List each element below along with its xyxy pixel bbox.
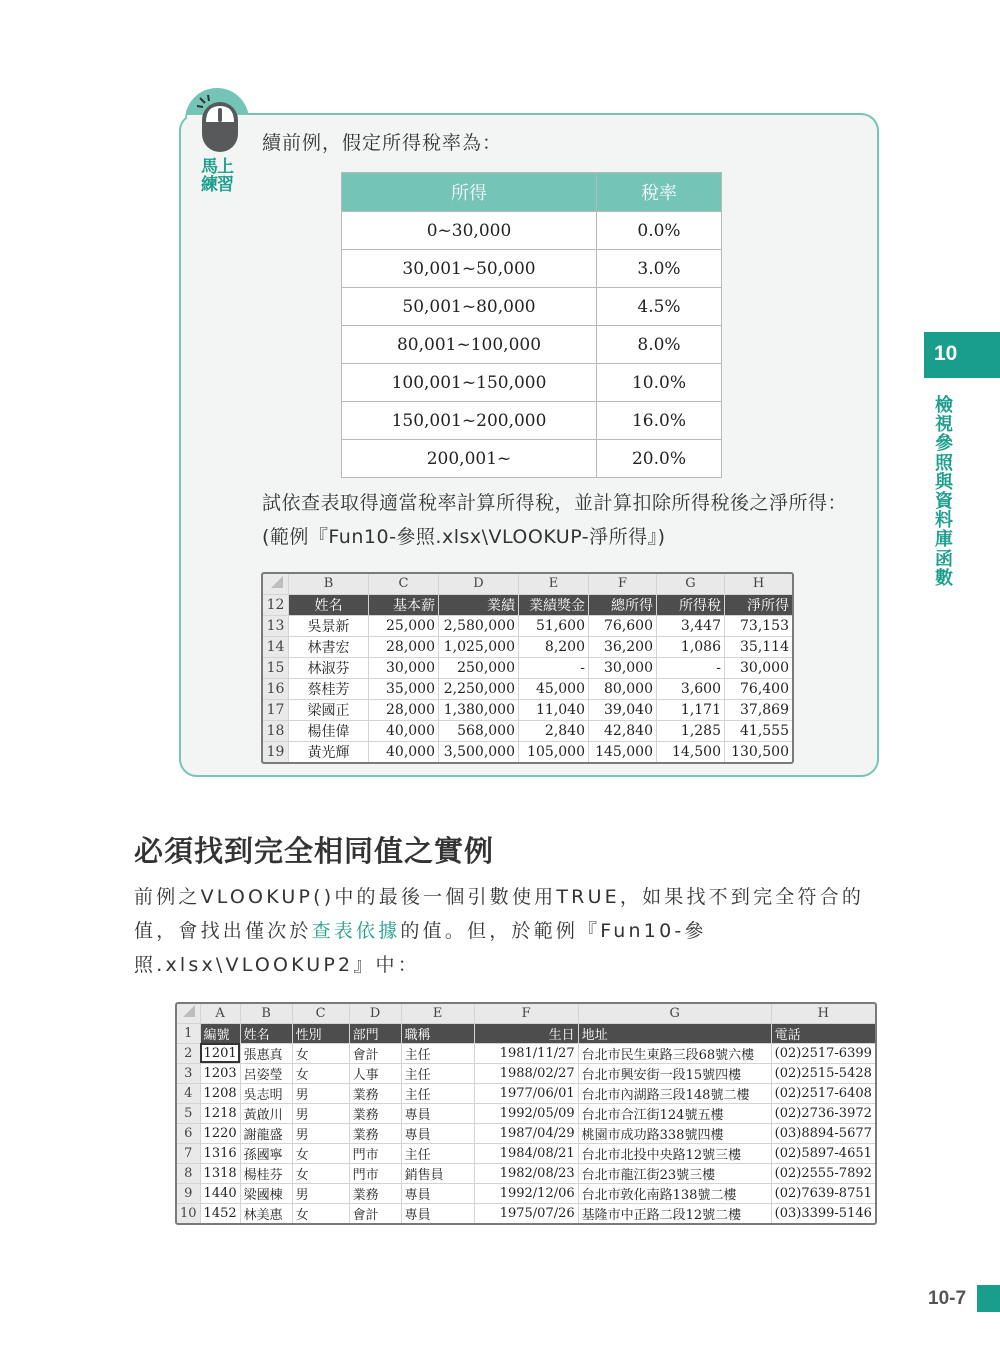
table-row [263, 615, 793, 636]
cell[interactable]: 桃園市成功路338號四樓 [578, 1123, 771, 1143]
row-number[interactable]: 2 [177, 1043, 201, 1063]
sheet-header-row [177, 1023, 876, 1043]
spreadsheet-net-income [262, 573, 793, 763]
tax-rate: 0.0% [597, 212, 722, 250]
cell[interactable]: 11,040 [519, 699, 589, 720]
cell[interactable]: 台北市興安街一段15號四樓 [578, 1063, 771, 1083]
cell[interactable]: 男 [292, 1123, 349, 1143]
tax-row [342, 212, 722, 250]
cell[interactable]: 黃光輝 [289, 741, 369, 762]
cell[interactable]: 1208 [200, 1083, 240, 1103]
cell[interactable]: 台北市合江街124號五樓 [578, 1103, 771, 1123]
sheet-header-row [263, 594, 793, 615]
cell[interactable]: 1440 [200, 1183, 240, 1203]
cell[interactable]: 專員 [401, 1103, 474, 1123]
cell[interactable]: 楊桂芬 [240, 1163, 292, 1183]
cell[interactable]: 1220 [200, 1123, 240, 1143]
cell[interactable]: 主任 [401, 1063, 474, 1083]
cell[interactable]: - [657, 657, 725, 678]
cell[interactable]: (02)7639-8751 [771, 1183, 875, 1203]
cell[interactable]: 男 [292, 1103, 349, 1123]
cell[interactable]: (02)2736-3972 [771, 1103, 875, 1123]
row-number[interactable]: 1 [177, 1023, 201, 1043]
header-cell: 姓名 [289, 594, 369, 615]
tax-income: 200,001~ [342, 440, 597, 478]
chapter-title: 檢視參照與資料庫函數 [935, 395, 953, 589]
row-number[interactable]: 19 [263, 741, 289, 762]
table-row [177, 1103, 876, 1123]
cell[interactable]: 28,000 [369, 699, 439, 720]
cell[interactable]: 女 [292, 1203, 349, 1223]
column-header[interactable]: B [289, 574, 369, 595]
cell[interactable]: 1452 [200, 1203, 240, 1223]
cell[interactable]: 76,400 [725, 678, 793, 699]
cell[interactable]: 孫國寧 [240, 1143, 292, 1163]
cell[interactable]: 8,200 [519, 636, 589, 657]
cell[interactable]: 台北市民生東路三段68號六樓 [578, 1043, 771, 1063]
cell[interactable]: 1,285 [657, 720, 725, 741]
cell[interactable]: 3,500,000 [439, 741, 519, 762]
row-number[interactable]: 14 [263, 636, 289, 657]
cell[interactable]: 1992/05/09 [474, 1103, 578, 1123]
column-header[interactable]: F [474, 1004, 578, 1024]
tax-row [342, 440, 722, 478]
cell[interactable]: 男 [292, 1183, 349, 1203]
cell[interactable]: 林淑芬 [289, 657, 369, 678]
tax-row [342, 250, 722, 288]
cell[interactable]: 吳志明 [240, 1083, 292, 1103]
cell[interactable]: 51,600 [519, 615, 589, 636]
cell[interactable]: 37,869 [725, 699, 793, 720]
table-row [263, 657, 793, 678]
column-header[interactable]: D [349, 1004, 401, 1024]
row-number[interactable]: 12 [263, 594, 289, 615]
cell[interactable]: 1977/06/01 [474, 1083, 578, 1103]
cell[interactable]: 女 [292, 1143, 349, 1163]
practice-intro: 續前例，假定所得稅率為： [262, 132, 503, 154]
spreadsheet-employees [176, 1003, 876, 1224]
select-all-corner[interactable] [263, 574, 289, 595]
cell[interactable]: 1982/08/23 [474, 1163, 578, 1183]
row-number[interactable]: 5 [177, 1103, 201, 1123]
tax-rate-table [341, 172, 722, 478]
para-text-2: 的值。但，於範例『Fun10-參照.xlsx\VLOOKUP2』中： [134, 920, 707, 976]
header-cell: 總所得 [589, 594, 657, 615]
cell[interactable]: 1987/04/29 [474, 1123, 578, 1143]
header-cell: 姓名 [240, 1023, 292, 1043]
column-header[interactable]: A [200, 1004, 240, 1024]
cell[interactable]: 28,000 [369, 636, 439, 657]
cell[interactable]: 專員 [401, 1203, 474, 1223]
cell[interactable]: 門市 [349, 1163, 401, 1183]
corner-triangle-icon [181, 1005, 195, 1017]
cell[interactable]: 張惠真 [240, 1043, 292, 1063]
cell[interactable]: (02)2517-6399 [771, 1043, 875, 1063]
cell[interactable]: 14,500 [657, 741, 725, 762]
row-number[interactable]: 7 [177, 1143, 201, 1163]
cell[interactable]: 林書宏 [289, 636, 369, 657]
cell[interactable]: 1218 [200, 1103, 240, 1123]
cell[interactable]: 業務 [349, 1123, 401, 1143]
column-header[interactable]: H [725, 574, 793, 595]
cell[interactable]: 業務 [349, 1083, 401, 1103]
cell[interactable]: 30,000 [589, 657, 657, 678]
cell[interactable]: 30,000 [369, 657, 439, 678]
corner-triangle-icon [269, 576, 283, 588]
cell[interactable]: 呂姿瑩 [240, 1063, 292, 1083]
cell[interactable]: 梁國正 [289, 699, 369, 720]
header-cell: 基本薪 [369, 594, 439, 615]
cell[interactable]: 1316 [200, 1143, 240, 1163]
cell[interactable]: 2,250,000 [439, 678, 519, 699]
cell[interactable]: 42,840 [589, 720, 657, 741]
row-number[interactable]: 3 [177, 1063, 201, 1083]
row-number[interactable]: 18 [263, 720, 289, 741]
cell[interactable]: 女 [292, 1043, 349, 1063]
cell[interactable]: 男 [292, 1083, 349, 1103]
column-header[interactable]: E [401, 1004, 474, 1024]
cell[interactable]: 1984/08/21 [474, 1143, 578, 1163]
cell[interactable]: (03)8894-5677 [771, 1123, 875, 1143]
row-number[interactable]: 8 [177, 1163, 201, 1183]
cell[interactable]: (02)2515-5428 [771, 1063, 875, 1083]
cell[interactable]: (03)3399-5146 [771, 1203, 875, 1223]
table-row [263, 636, 793, 657]
tax-row [342, 288, 722, 326]
cell[interactable]: 30,000 [725, 657, 793, 678]
practice-task: 試依查表取得適當稅率計算所得稅，並計算扣除所得稅後之淨所得：(範例『Fun10-參照.xlsx\VLOOKUP-淨所得』) [262, 492, 848, 548]
cell[interactable]: 2,580,000 [439, 615, 519, 636]
column-header[interactable]: H [771, 1004, 875, 1024]
column-header-row [263, 574, 793, 595]
cell[interactable]: 會計 [349, 1043, 401, 1063]
row-number[interactable]: 6 [177, 1123, 201, 1143]
tax-income: 30,001~50,000 [342, 250, 597, 288]
cell[interactable]: 1988/02/27 [474, 1063, 578, 1083]
cell[interactable]: 39,040 [589, 699, 657, 720]
row-number[interactable]: 17 [263, 699, 289, 720]
cell[interactable]: 1203 [200, 1063, 240, 1083]
tax-row [342, 326, 722, 364]
column-header[interactable]: D [439, 574, 519, 595]
cell[interactable]: 基隆市中正路二段12號二樓 [578, 1203, 771, 1223]
cell[interactable]: 主任 [401, 1083, 474, 1103]
cell[interactable]: 銷售員 [401, 1163, 474, 1183]
cell[interactable]: 1981/11/27 [474, 1043, 578, 1063]
chapter-number: 10 [934, 342, 958, 365]
cell[interactable]: (02)5897-4651 [771, 1143, 875, 1163]
column-header[interactable]: C [369, 574, 439, 595]
cell[interactable]: 3,600 [657, 678, 725, 699]
cell[interactable]: 楊佳偉 [289, 720, 369, 741]
table-row [263, 720, 793, 741]
cell[interactable]: 台北市敦化南路138號二樓 [578, 1183, 771, 1203]
cell[interactable]: 1975/07/26 [474, 1203, 578, 1223]
cell[interactable]: 1318 [200, 1163, 240, 1183]
cell[interactable]: 3,447 [657, 615, 725, 636]
tax-rate: 20.0% [597, 440, 722, 478]
cell[interactable]: 2,840 [519, 720, 589, 741]
cell[interactable]: - [519, 657, 589, 678]
header-cell: 部門 [349, 1023, 401, 1043]
page-marker [977, 1285, 1000, 1312]
cell[interactable]: 門市 [349, 1143, 401, 1163]
cell[interactable]: 專員 [401, 1183, 474, 1203]
cell[interactable]: 40,000 [369, 720, 439, 741]
tax-income: 100,001~150,000 [342, 364, 597, 402]
table-row [177, 1143, 876, 1163]
cell[interactable]: 1,025,000 [439, 636, 519, 657]
tax-row [342, 402, 722, 440]
tax-row [342, 364, 722, 402]
cell[interactable]: (02)2517-6408 [771, 1083, 875, 1103]
header-cell: 電話 [771, 1023, 875, 1043]
cell[interactable]: 250,000 [439, 657, 519, 678]
cell[interactable]: 145,000 [589, 741, 657, 762]
selected-cell[interactable]: 1201 [200, 1043, 240, 1063]
tax-rate: 3.0% [597, 250, 722, 288]
header-cell: 編號 [200, 1023, 240, 1043]
tax-rate: 16.0% [597, 402, 722, 440]
section-paragraph [134, 880, 884, 982]
cell[interactable]: 主任 [401, 1043, 474, 1063]
cell[interactable]: 40,000 [369, 741, 439, 762]
cell[interactable]: 林美惠 [240, 1203, 292, 1223]
cell[interactable]: 1,171 [657, 699, 725, 720]
column-header[interactable]: B [240, 1004, 292, 1024]
select-all-corner[interactable] [177, 1004, 201, 1024]
cell[interactable]: 105,000 [519, 741, 589, 762]
cell[interactable]: 130,500 [725, 741, 793, 762]
cell[interactable]: (02)2555-7892 [771, 1163, 875, 1183]
cell[interactable]: 專員 [401, 1123, 474, 1143]
para-highlight: 查表依據 [311, 920, 401, 942]
column-header[interactable]: C [292, 1004, 349, 1024]
cell[interactable]: 台北市內湖路三段148號二樓 [578, 1083, 771, 1103]
cell[interactable]: 36,200 [589, 636, 657, 657]
cell[interactable]: 會計 [349, 1203, 401, 1223]
table-row [177, 1043, 876, 1063]
table-row [263, 678, 793, 699]
section-title: 必須找到完全相同值之實例 [134, 834, 495, 868]
cell[interactable]: 梁國棟 [240, 1183, 292, 1203]
tax-header-income: 所得 [342, 173, 597, 212]
cell[interactable]: 吳景新 [289, 615, 369, 636]
cell[interactable]: 業務 [349, 1183, 401, 1203]
cell[interactable]: 35,000 [369, 678, 439, 699]
cell[interactable]: 台北市北投中央路12號三樓 [578, 1143, 771, 1163]
cell[interactable]: 35,114 [725, 636, 793, 657]
row-number[interactable]: 13 [263, 615, 289, 636]
cell[interactable]: 45,000 [519, 678, 589, 699]
cell[interactable]: 76,600 [589, 615, 657, 636]
table-row [263, 741, 793, 762]
tax-header-rate: 稅率 [597, 173, 722, 212]
cell[interactable]: 80,000 [589, 678, 657, 699]
row-number[interactable]: 4 [177, 1083, 201, 1103]
table-row [177, 1203, 876, 1223]
column-header[interactable]: F [589, 574, 657, 595]
cell[interactable]: 568,000 [439, 720, 519, 741]
cell[interactable]: 人事 [349, 1063, 401, 1083]
cell[interactable]: 女 [292, 1063, 349, 1083]
header-cell: 所得稅 [657, 594, 725, 615]
table-row [177, 1083, 876, 1103]
cell[interactable]: 主任 [401, 1143, 474, 1163]
cell[interactable]: 黃啟川 [240, 1103, 292, 1123]
row-number[interactable]: 10 [177, 1203, 201, 1223]
mouse-icon [196, 94, 242, 156]
table-row [263, 699, 793, 720]
header-cell: 生日 [474, 1023, 578, 1043]
table-row [177, 1183, 876, 1203]
cell[interactable]: 蔡桂芳 [289, 678, 369, 699]
row-number[interactable]: 16 [263, 678, 289, 699]
header-cell: 職稱 [401, 1023, 474, 1043]
cell[interactable]: 女 [292, 1163, 349, 1183]
header-cell: 淨所得 [725, 594, 793, 615]
tax-income: 50,001~80,000 [342, 288, 597, 326]
tax-rate: 8.0% [597, 326, 722, 364]
row-number[interactable]: 15 [263, 657, 289, 678]
tax-income: 80,001~100,000 [342, 326, 597, 364]
para-text-1: 前例之VLOOKUP()中的最後一個引數使用TRUE，如果找不到完全符合的值，會找出僅次於 [134, 886, 865, 942]
cell[interactable]: 41,555 [725, 720, 793, 741]
column-header[interactable]: G [657, 574, 725, 595]
header-cell: 業績 [439, 594, 519, 615]
tax-rate: 10.0% [597, 364, 722, 402]
tax-income: 0~30,000 [342, 212, 597, 250]
practice-label: 馬上練習 [201, 157, 233, 195]
column-header[interactable]: E [519, 574, 589, 595]
header-cell: 地址 [578, 1023, 771, 1043]
cell[interactable]: 1,086 [657, 636, 725, 657]
tax-income: 150,001~200,000 [342, 402, 597, 440]
column-header[interactable]: G [578, 1004, 771, 1024]
tax-rate: 4.5% [597, 288, 722, 326]
page-number: 10-7 [928, 1288, 967, 1309]
row-number[interactable]: 9 [177, 1183, 201, 1203]
column-header-row [177, 1004, 876, 1024]
cell[interactable]: 1,380,000 [439, 699, 519, 720]
cell[interactable]: 1992/12/06 [474, 1183, 578, 1203]
header-cell: 性別 [292, 1023, 349, 1043]
cell[interactable]: 業務 [349, 1103, 401, 1123]
cell[interactable]: 73,153 [725, 615, 793, 636]
cell[interactable]: 台北市龍江街23號三樓 [578, 1163, 771, 1183]
table-row [177, 1123, 876, 1143]
header-cell: 業績獎金 [519, 594, 589, 615]
table-row [177, 1063, 876, 1083]
cell[interactable]: 謝龍盛 [240, 1123, 292, 1143]
cell[interactable]: 25,000 [369, 615, 439, 636]
table-row [177, 1163, 876, 1183]
